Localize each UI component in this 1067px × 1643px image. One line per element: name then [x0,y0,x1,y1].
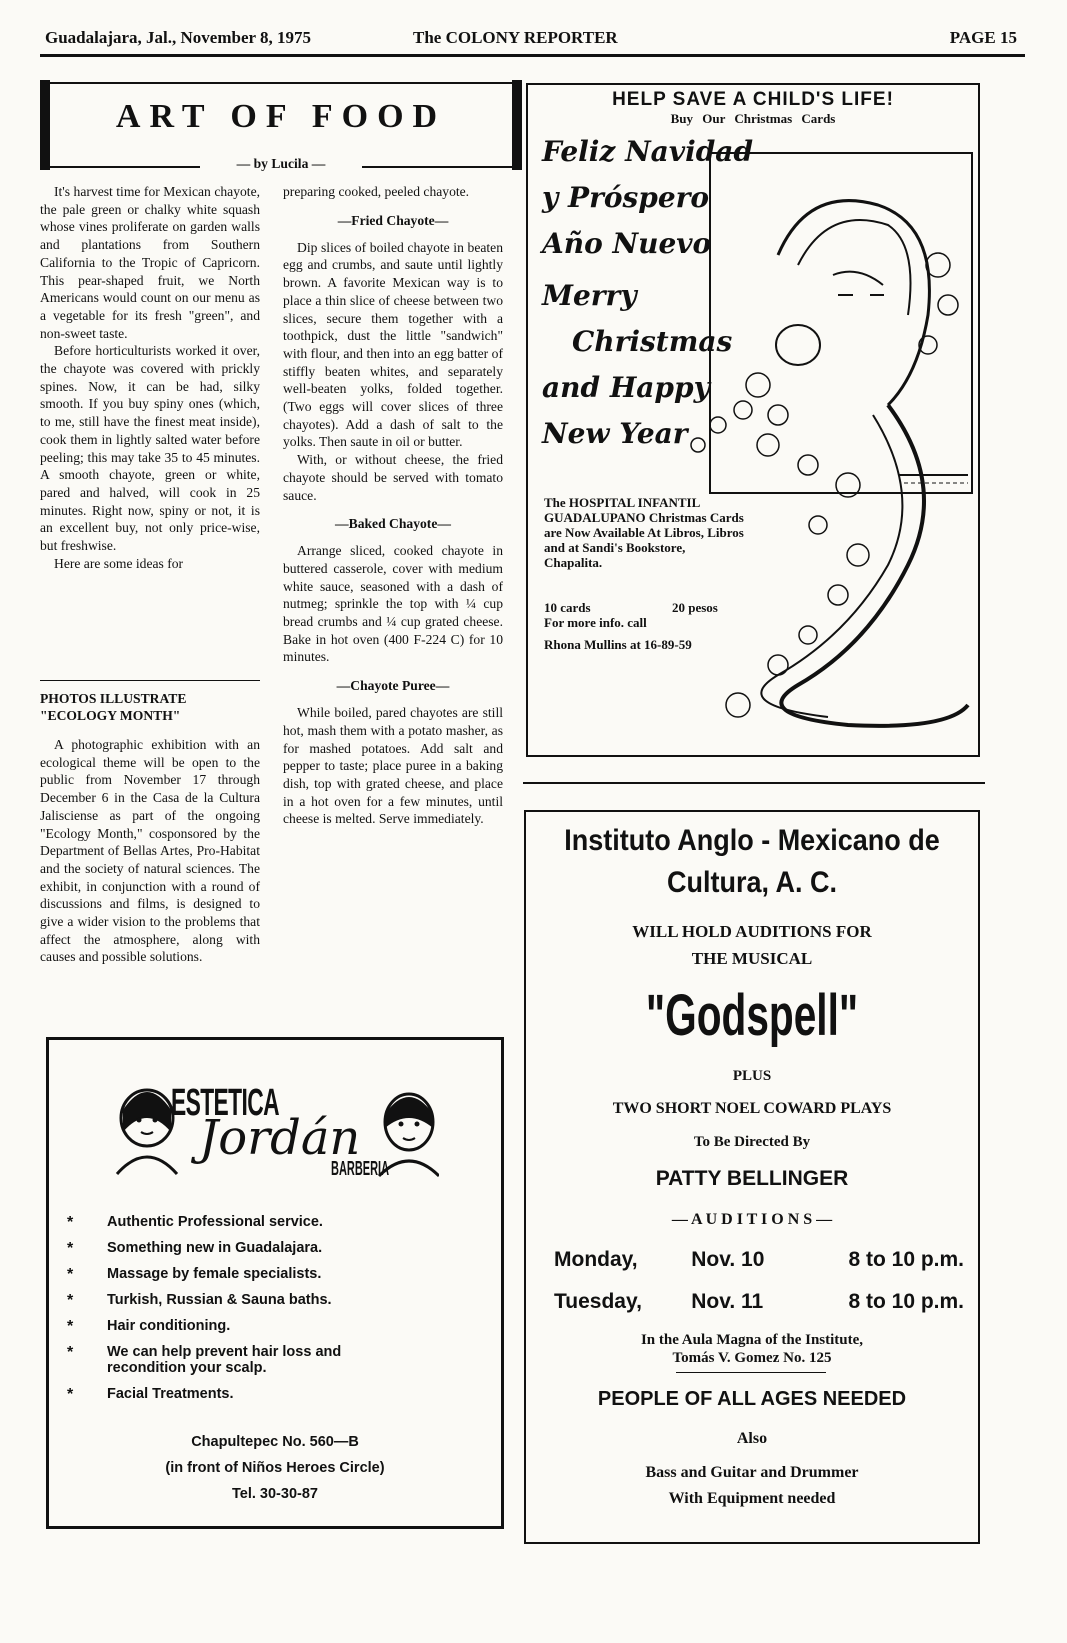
list-item: * Massage by female specialists. [67,1266,322,1283]
list-item: * Facial Treatments. [67,1386,234,1403]
food-paragraph: It's harvest time for Mexican chayote, the pale green or chalky white squash whose vines proliferate on garden walls and plantations from Southern California to the Tropic of Capricorn. This pear-shaped fruit, we North Americans would count on our menu as a vegetable for its fresh "green", and non-sweet taste. [40,184,260,341]
list-item: * Authentic Professional service. [67,1214,323,1231]
auditions-heading: — A U D I T I O N S — [671,1211,833,1228]
show-title: "Godspell" [645,983,859,1048]
schedule-row: Monday, Nov. 10 8 to 10 p.m. [554,1248,964,1271]
also-label: Also [736,1430,768,1447]
list-item: * Hair conditioning. [67,1318,231,1335]
director-name: PATTY BELLINGER [655,1167,849,1190]
masthead-rule [40,54,1025,57]
food-paragraph: preparing cooked, peeled chayote. [283,184,470,199]
estetica-ad [46,1037,504,1529]
fried-chayote-heading: —Fried Chayote— [337,212,449,228]
instituto-name: Instituto Anglo - Mexicano de Cultura, A. C. [564,824,940,899]
musical-label: THE MUSICAL [691,949,813,968]
services-list [57,1214,477,1412]
paper-name: The COLONY REPORTER [413,28,618,47]
logo-barberia: BARBERIA [331,1158,390,1180]
list-item: * Something new in Guadalajara. [67,1240,323,1257]
logo-estetica: ESTETICA [171,1082,279,1124]
plus-label: PLUS [732,1068,772,1084]
food-paragraph: Arrange sliced, cooked chayote in buttered casserole, cover with medium white sauce, seasoned with a dash of nutmeg; sprinkle the top with ¼ cup bread crumbs and ¼ cup grated cheese. Bake in hot oven (400 F-224 C) for 10 minutes. [283,543,503,665]
photos-body: A photographic exhibition with an ecological theme will be open to the public from November 17 through December 6 in the Casa de la Cultura Jalisciense as part of the ongoing "Ecology Month," cosponsored by the Department of Bellas Artes, Pro-Habitat and the society of natural sciences. The exhibit, in conjunction with a round of discussions and films, is designed to give a wider vision to the problems that affect the atmosphere, along with causes and possible solutions. [40,737,260,965]
schedule-row: Tuesday, Nov. 11 8 to 10 p.m. [554,1290,964,1313]
estetica-phone: Tel. 30-30-87 [232,1486,318,1502]
venue-line2: Tomás V. Gomez No. 125 [672,1350,832,1366]
cards-quantity: 10 cards [544,600,591,615]
dateline: Guadalajara, Jal., November 8, 1975 [45,28,312,47]
photos-headline: PHOTOS ILLUSTRATE "ECOLOGY MONTH" [40,691,187,723]
venue-line1: In the Aula Magna of the Institute, [640,1332,864,1348]
logo-jordan: Jordán [199,1110,361,1166]
estetica-landmark: (in front of Niños Heroes Circle) [165,1460,385,1476]
hospital-info: The HOSPITAL INFANTIL GUADALUPANO Christmas Cards are Now Available At Libros, Libros and at Sandi's Bookstore, Chapalita. [544,495,744,570]
auditions-intro: WILL HOLD AUDITIONS FOR [632,922,872,941]
estetica-address: Chapultepec No. 560—B [191,1434,359,1450]
instituto-ad [524,810,980,1544]
greeting-english: Merry Christmas and Happy New Year [542,279,733,450]
musicians-line2: With Equipment needed [668,1490,836,1507]
list-item: * We can help prevent hair loss and recondition your scalp. [67,1344,342,1376]
info-prompt: For more info. call [544,615,647,630]
food-paragraph: Before horticulturists worked it over, the chayote was covered with prickly spines. Now, it can be had, silky smooth. If you buy spiny ones (which, to me, still have the finest meat inside), cook them in lightly salted water before peeling; this may take 35 to 45 minutes. A smooth chayote, green or white, pared and halved, will cook in 25 minutes. Right now, spiny or not, it is an excellent buy, not only price-wise, but freshwise. [40,343,260,554]
photos-article [40,690,260,966]
people-needed: PEOPLE OF ALL AGES NEEDED [597,1388,907,1410]
contact-phone: Rhona Mullins at 16-89-59 [544,637,692,652]
woman-face-icon [117,1090,177,1174]
list-item: * Turkish, Russian & Sauna baths. [67,1292,332,1309]
food-paragraph: Here are some ideas for [54,555,184,571]
food-column-right [283,183,503,828]
food-title: ART OF FOOD [115,98,447,135]
cards-price: 20 pesos [672,600,718,615]
christmas-cards-ad [526,83,980,757]
baked-chayote-heading: —Baked Chayote— [335,516,451,532]
food-column-left [40,183,260,572]
food-paragraph: With, or without cheese, the fried chayote should be served with tomato sauce. [283,452,503,503]
food-paragraph: While boiled, pared chayotes are still hot, mash them with a potato masher, as for mashed potatoes. Add salt and pepper to taste; place puree in a baking dish, top with grated cheese, and place in a hot oven for a few minutes, until cheese is melted. Serve immediately. [283,705,503,827]
directed-by: To Be Directed By [693,1134,811,1150]
chayote-puree-heading: —Chayote Puree— [336,678,450,694]
page-number: PAGE 15 [949,28,1017,47]
food-paragraph: Dip slices of boiled chayote in beaten egg and crumbs, and saute until lightly brown. A favorite Mexican way is to place a thin slice of cheese between two slices, secure them together with a toothpick, dust the little "sandwich" with flour, and then into an egg batter of stiffly beaten whites, and separately well-beaten yolks, folded together. (Two eggs will cover slices of three chayotes). Add a dash of salt to the yolks. Then saute in oil or butter. [283,239,503,450]
food-header [40,80,522,175]
musicians-line1: Bass and Guitar and Drummer [645,1464,859,1481]
food-byline: — by Lucila — [200,156,362,172]
greeting-spanish: Feliz Navidad y Próspero Año Nuevo [542,135,754,260]
child-subheadline: Buy Our Christmas Cards [670,111,836,126]
plays-label: TWO SHORT NOEL COWARD PLAYS [612,1100,892,1117]
child-headline: HELP SAVE A CHILD'S LIFE! [612,89,894,110]
